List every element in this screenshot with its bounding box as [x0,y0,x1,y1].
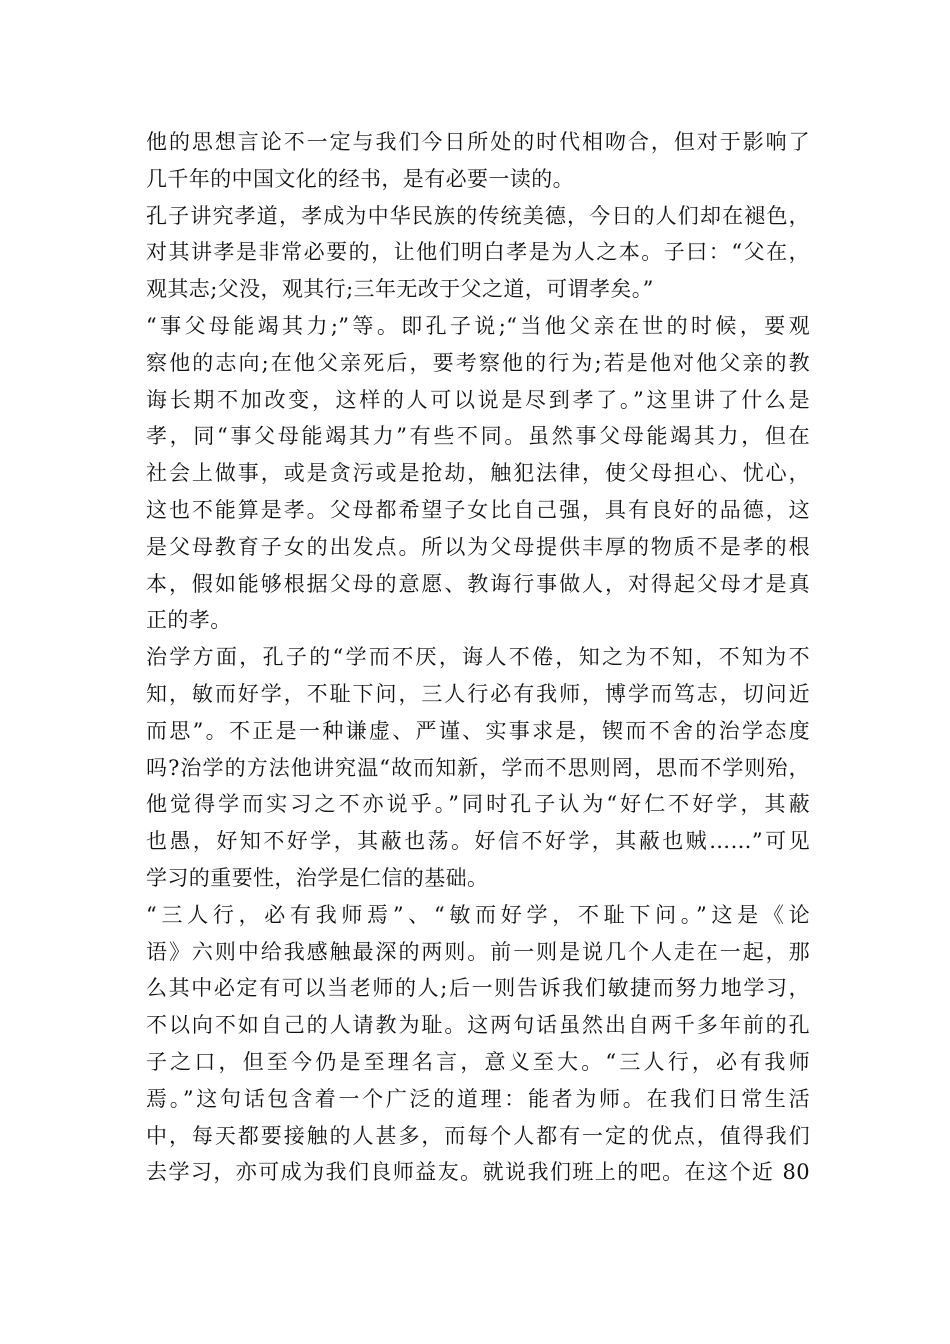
text-line: 中，每天都要接触的人甚多，而每个人都有一定的优点，值得我们 [146,1123,810,1148]
text-line: “事父母能竭其力;”等。即孔子说;“当他父亲在世的时候，要观 [146,313,810,338]
text-line: 而思”。不正是一种谦虚、严谨、实事求是，锲而不舍的治学态度 [146,718,810,743]
text-line: 治学方面，孔子的“学而不厌，诲人不倦，知之为不知，不知为不 [146,645,810,670]
text-line: 焉。”这句话包含着一个广泛的道理：能者为师。在我们日常生活 [146,1086,810,1111]
text-line: 语》六则中给我感触最深的两则。前一则是说几个人走在一起，那 [146,939,810,964]
body-text [146,124,810,1191]
text-line: 观其志;父没，观其行;三年无改于父之道，可谓孝矣。” [146,277,654,302]
text-line: 不以向不如自己的人请教为耻。这两句话虽然出自两千多年前的孔 [146,1013,810,1038]
text-line: 社会上做事，或是贪污或是抢劫，触犯法律，使父母担心、忧心， [146,461,810,486]
text-line: 子之口，但至今仍是至理名言，意义至大。“三人行，必有我师 [146,1049,810,1074]
text-line: 学习的重要性，治学是仁信的基础。 [146,865,489,890]
text-line: “三人行，必有我师焉”、“敏而好学，不耻下问。”这是《论 [146,902,810,927]
text-line: 这也不能算是孝。父母都希望子女比自己强，具有良好的品德，这 [146,497,810,522]
text-line: 是父母教育子女的出发点。所以为父母提供丰厚的物质不是孝的根 [146,534,810,559]
text-line: 也愚，好知不好学，其蔽也荡。好信不好学，其蔽也贼……”可见 [146,829,810,854]
text-line: 察他的志向;在他父亲死后，要考察他的行为;若是他对他父亲的教 [146,350,810,375]
text-line: 知，敏而好学，不耻下问，三人行必有我师，博学而笃志，切问近 [146,681,810,706]
text-line: 去学习，亦可成为我们良师益友。就说我们班上的吧。在这个近 80 [146,1160,810,1185]
text-line: 么其中必定有可以当老师的人;后一则告诉我们敏捷而努力地学习， [146,976,810,1001]
text-line: 诲长期不加改变，这样的人可以说是尽到孝了。”这里讲了什么是 [146,387,810,412]
text-line: 正的孝。 [146,608,232,633]
text-line: 孔子讲究孝道，孝成为中华民族的传统美德，今日的人们却在褪色， [146,203,810,228]
text-line: 本，假如能够根据父母的意愿、教诲行事做人，对得起父母才是真 [146,571,810,596]
text-line: 几千年的中国文化的经书，是有必要一读的。 [146,166,574,191]
text-line: 对其讲孝是非常必要的，让他们明白孝是为人之本。子曰：“父在， [146,240,810,265]
text-line: 吗?治学的方法他讲究温“故而知新，学而不思则罔，思而不学则殆， [146,755,810,780]
text-line: 他的思想言论不一定与我们今日所处的时代相吻合，但对于影响了 [146,130,810,154]
text-line: 他觉得学而实习之不亦说乎。”同时孔子认为“好仁不好学，其蔽 [146,792,810,817]
text-line: 孝，同“事父母能竭其力”有些不同。虽然事父母能竭其力，但在 [146,424,810,449]
